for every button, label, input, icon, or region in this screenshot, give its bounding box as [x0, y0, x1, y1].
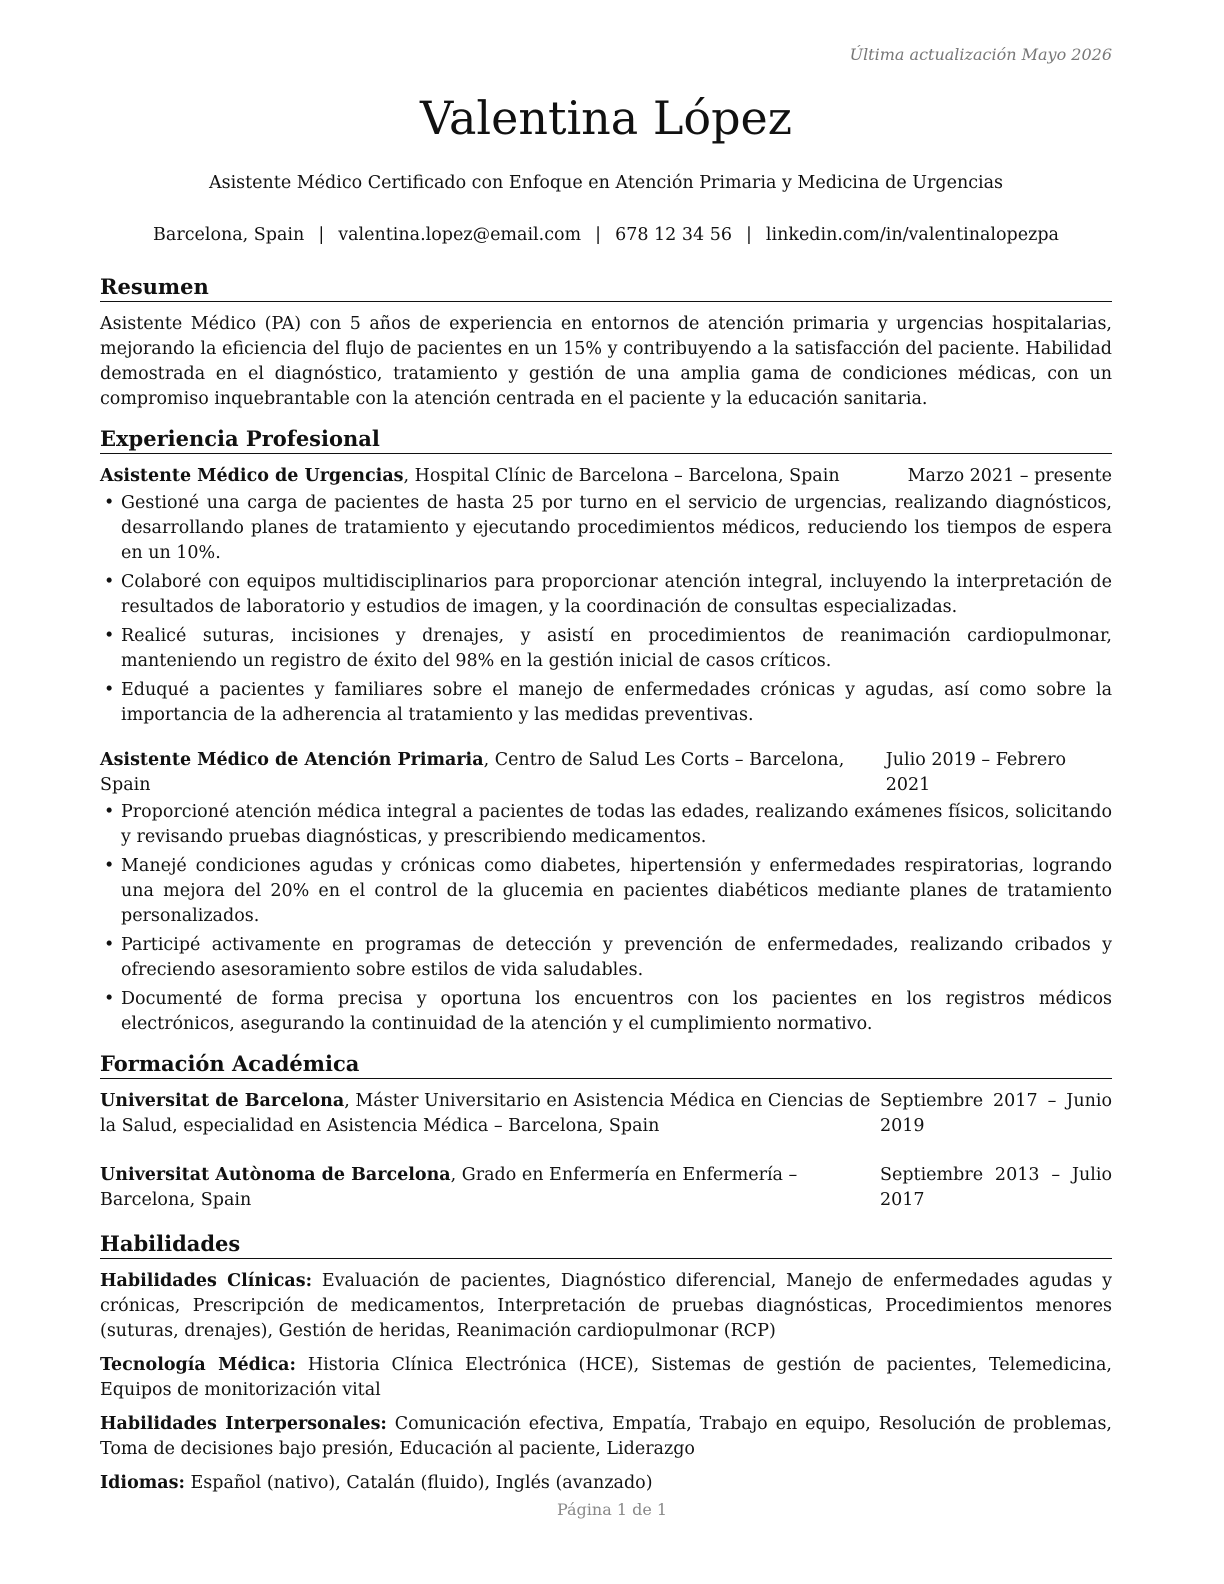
bullet-item: • Manejé condiciones agudas y crónicas como diabetes, hipertensión y enfermedades respiratorias, logrando una mejora del 20% en el control de la glucemia en pacientes diabéticos mediante planes de tratamiento personalizados. — [100, 854, 1112, 929]
bullet-item: • Participé activamente en programas de detección y prevención de enfermedades, realizando cribados y ofreciendo asesoramiento sobre estilos de vida saludables. — [100, 933, 1112, 983]
skill-line — [100, 1412, 1112, 1462]
skill-text: Evaluación de pacientes, Diagnóstico diferencial, Manejo de enfermedades agudas y crónicas, Prescripción de medicamentos, Interpretación de pruebas diagnósticas, Procedimientos menores (suturas, drenajes), Gestión de heridas, Reanimación cardiopulmonar (RCP) — [100, 1271, 1112, 1341]
job-role: Asistente Médico de Urgencias — [100, 466, 404, 486]
last-updated: Última actualización Mayo 2026 — [849, 45, 1112, 64]
job-header — [100, 464, 1112, 489]
skills-heading: Habilidades — [100, 1231, 1112, 1259]
skill-label: Tecnología Médica: — [100, 1355, 296, 1375]
edu-school: Universitat de Barcelona — [100, 1091, 345, 1111]
bullet-item: • Gestioné una carga de pacientes de hasta 25 por turno en el servicio de urgencias, realizando diagnósticos, desarrollando planes de tratamiento y ejecutando procedimientos médicos, reduciendo los tiempos de espera en un 10%. — [100, 491, 1112, 566]
experience-heading: Experiencia Profesional — [100, 426, 1112, 454]
candidate-name: Valentina López — [420, 91, 792, 145]
job-entry — [100, 464, 1112, 728]
summary-text: Asistente Médico (PA) con 5 años de experiencia en entornos de atención primaria y urgencias hospitalarias, mejorando la eficiencia del flujo de pacientes en un 15% y contribuyendo a la satisfacción del paciente. Habilidad demostrada en el diagnóstico, tratamiento y gestión de una amplia gama de condiciones médicas, con un compromiso inquebrantable con la atención centrada en el paciente y la educación sanitaria. — [100, 314, 1112, 409]
resume-page — [100, 40, 1112, 1505]
edu-dates: Septiembre 2013 – Julio 2017 — [880, 1165, 1112, 1210]
contact-line — [100, 224, 1112, 246]
skill-label: Habilidades Clínicas: — [100, 1271, 313, 1291]
bullet-item: • Documenté de forma precisa y oportuna los encuentros con los pacientes en los registros médicos electrónicos, asegurando la continuidad de la atención y el cumplimiento normativo. — [100, 987, 1112, 1037]
job-entry — [100, 748, 1112, 1037]
education-entry — [100, 1163, 1112, 1213]
contact-email[interactable]: valentina.lopez@email.com — [338, 225, 582, 245]
skill-text: Comunicación efectiva, Empatía, Trabajo en equipo, Resolución de problemas, Toma de decisiones bajo presión, Educación al paciente, Liderazgo — [100, 1414, 1112, 1459]
skill-line — [100, 1471, 1112, 1496]
contact-phone: 678 12 34 56 — [615, 225, 732, 245]
job-place: , Hospital Clínic de Barcelona – Barcelona, Spain — [403, 466, 840, 486]
bullet-item: • Colaboré con equipos multidisciplinarios para proporcionar atención integral, incluyendo la interpretación de resultados de laboratorio y estudios de imagen, y la coordinación de consultas especializadas. — [100, 570, 1112, 620]
page-number: Página 1 de 1 — [556, 1500, 668, 1519]
contact-separator: | — [595, 225, 602, 245]
contact-location: Barcelona, Spain — [153, 225, 305, 245]
tagline: Asistente Médico Certificado con Enfoque en Atención Primaria y Medicina de Urgencias — [208, 173, 1004, 193]
job-dates: Marzo 2021 – presente — [907, 466, 1112, 486]
edu-degree: , Máster Universitario en Asistencia Médica en Ciencias de la Salud, especialidad en Asistencia Médica – Barcelona, Spain — [100, 1091, 871, 1136]
education-entry — [100, 1089, 1112, 1139]
bullet-item: • Eduqué a pacientes y familiares sobre el manejo de enfermedades crónicas y agudas, así como sobre la importancia de la adherencia al tratamiento y las medidas preventivas. — [100, 678, 1112, 728]
skill-text: Historia Clínica Electrónica (HCE), Sistemas de gestión de pacientes, Telemedicina, Equipos de monitorización vital — [100, 1355, 1112, 1400]
job-bullets — [100, 800, 1112, 1037]
bullet-item: • Realicé suturas, incisiones y drenajes, y asistí en procedimientos de reanimación cardiopulmonar, manteniendo un registro de éxito del 98% en la gestión inicial de casos críticos. — [100, 624, 1112, 674]
edu-dates: Septiembre 2017 – Junio 2019 — [880, 1091, 1112, 1136]
contact-separator: | — [318, 225, 325, 245]
job-header — [100, 748, 1112, 798]
skill-line — [100, 1269, 1112, 1344]
job-bullets — [100, 491, 1112, 728]
skill-label: Idiomas: — [100, 1473, 185, 1493]
contact-linkedin[interactable]: linkedin.com/in/valentinalopezpa — [765, 225, 1059, 245]
job-place: , Centro de Salud Les Corts – Barcelona, Spain — [100, 750, 845, 795]
job-role: Asistente Médico de Atención Primaria — [100, 750, 484, 770]
edu-school: Universitat Autònoma de Barcelona — [100, 1165, 451, 1185]
skill-line — [100, 1353, 1112, 1403]
bullet-item: • Proporcioné atención médica integral a pacientes de todas las edades, realizando exámenes físicos, solicitando y revisando pruebas diagnósticas, y prescribiendo medicamentos. — [100, 800, 1112, 850]
skill-text: Español (nativo), Catalán (fluido), Inglés (avanzado) — [184, 1473, 653, 1493]
contact-separator: | — [745, 225, 752, 245]
education-heading: Formación Académica — [100, 1051, 1112, 1079]
skill-label: Habilidades Interpersonales: — [100, 1414, 387, 1434]
edu-degree: , Grado en Enfermería en Enfermería – Barcelona, Spain — [100, 1165, 798, 1210]
summary-heading: Resumen — [100, 274, 1112, 302]
job-dates: Julio 2019 – Febrero 2021 — [885, 750, 1067, 795]
